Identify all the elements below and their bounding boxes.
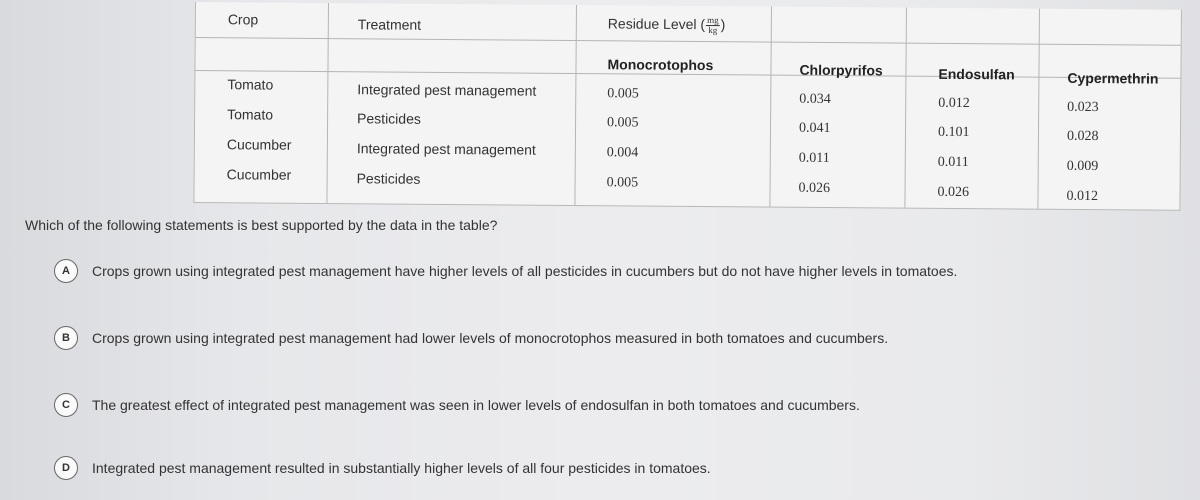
row3-crop: Cucumber xyxy=(226,136,292,153)
row2-endosulfan: 0.101 xyxy=(937,124,970,141)
choice-d[interactable] xyxy=(54,455,711,481)
row3-monocrotophos: 0.004 xyxy=(606,145,639,161)
row2-chlorpyrifos: 0.041 xyxy=(798,120,831,136)
header-crop: Crop xyxy=(227,11,259,28)
header-treatment: Treatment xyxy=(357,16,422,33)
row4-endosulfan: 0.026 xyxy=(937,184,970,201)
row1-monocrotophos: 0.005 xyxy=(607,86,639,102)
table-rule xyxy=(326,3,329,203)
row2-crop: Tomato xyxy=(227,106,274,123)
question-text: Which of the following statements is best supported by the data in the table? xyxy=(25,217,498,233)
header-residue-level xyxy=(608,15,726,35)
row1-crop: Tomato xyxy=(227,76,274,93)
choice-d-text[interactable]: Integrated pest management resulted in substantially higher levels of all four pesticides in tomatoes. xyxy=(92,460,711,476)
header-monocrotophos: Monocrotophos xyxy=(607,56,714,74)
row1-cypermethrin: 0.023 xyxy=(1067,99,1099,116)
row3-chlorpyrifos: 0.011 xyxy=(798,150,830,166)
residue-close: ) xyxy=(720,16,726,33)
choice-b-text[interactable]: Crops grown using integrated pest management had lower levels of monocrotophos measured in both tomatoes and cucumbers. xyxy=(92,330,889,346)
choice-d-badge[interactable]: D xyxy=(54,456,78,480)
table-rule xyxy=(904,8,907,208)
table-rule xyxy=(769,7,772,207)
row2-cypermethrin: 0.028 xyxy=(1066,128,1099,145)
row3-endosulfan: 0.011 xyxy=(937,154,969,171)
table-rule xyxy=(196,37,1181,46)
row1-endosulfan: 0.012 xyxy=(938,95,970,112)
choice-c[interactable] xyxy=(54,392,860,418)
row1-chlorpyrifos: 0.034 xyxy=(799,91,831,107)
unit-numerator: mg xyxy=(707,15,719,26)
row4-chlorpyrifos: 0.026 xyxy=(798,180,831,196)
unit-fraction xyxy=(706,16,720,35)
choice-b[interactable] xyxy=(54,325,888,351)
row1-treatment: Integrated pest management xyxy=(357,81,537,99)
row4-monocrotophos: 0.005 xyxy=(606,175,639,191)
unit-denominator: kg xyxy=(708,25,718,36)
choice-c-badge[interactable]: C xyxy=(54,393,78,417)
choice-a-text[interactable]: Crops grown using integrated pest management have higher levels of all pesticides in cucumbers but do not have higher levels in tomatoes. xyxy=(92,263,958,279)
choice-a[interactable] xyxy=(54,258,957,284)
row2-treatment: Pesticides xyxy=(357,110,421,127)
row4-crop: Cucumber xyxy=(226,166,292,183)
table-rule xyxy=(574,5,577,205)
row3-cypermethrin: 0.009 xyxy=(1066,158,1099,175)
data-table xyxy=(193,2,1182,211)
header-cypermethrin: Cypermethrin xyxy=(1067,69,1159,87)
choice-c-text[interactable]: The greatest effect of integrated pest management was seen in lower levels of endosulfan in both tomatoes and cucumbers. xyxy=(92,397,860,413)
choice-b-badge[interactable]: B xyxy=(54,326,78,350)
header-endosulfan: Endosulfan xyxy=(938,65,1015,83)
table-rule xyxy=(1037,9,1040,209)
header-chlorpyrifos: Chlorpyrifos xyxy=(799,61,883,79)
row2-monocrotophos: 0.005 xyxy=(607,115,639,131)
row3-treatment: Integrated pest management xyxy=(356,140,536,158)
row4-cypermethrin: 0.012 xyxy=(1066,188,1099,205)
row4-treatment: Pesticides xyxy=(356,170,421,187)
choice-a-badge[interactable]: A xyxy=(54,259,78,283)
residue-label: Residue Level ( xyxy=(607,15,706,33)
